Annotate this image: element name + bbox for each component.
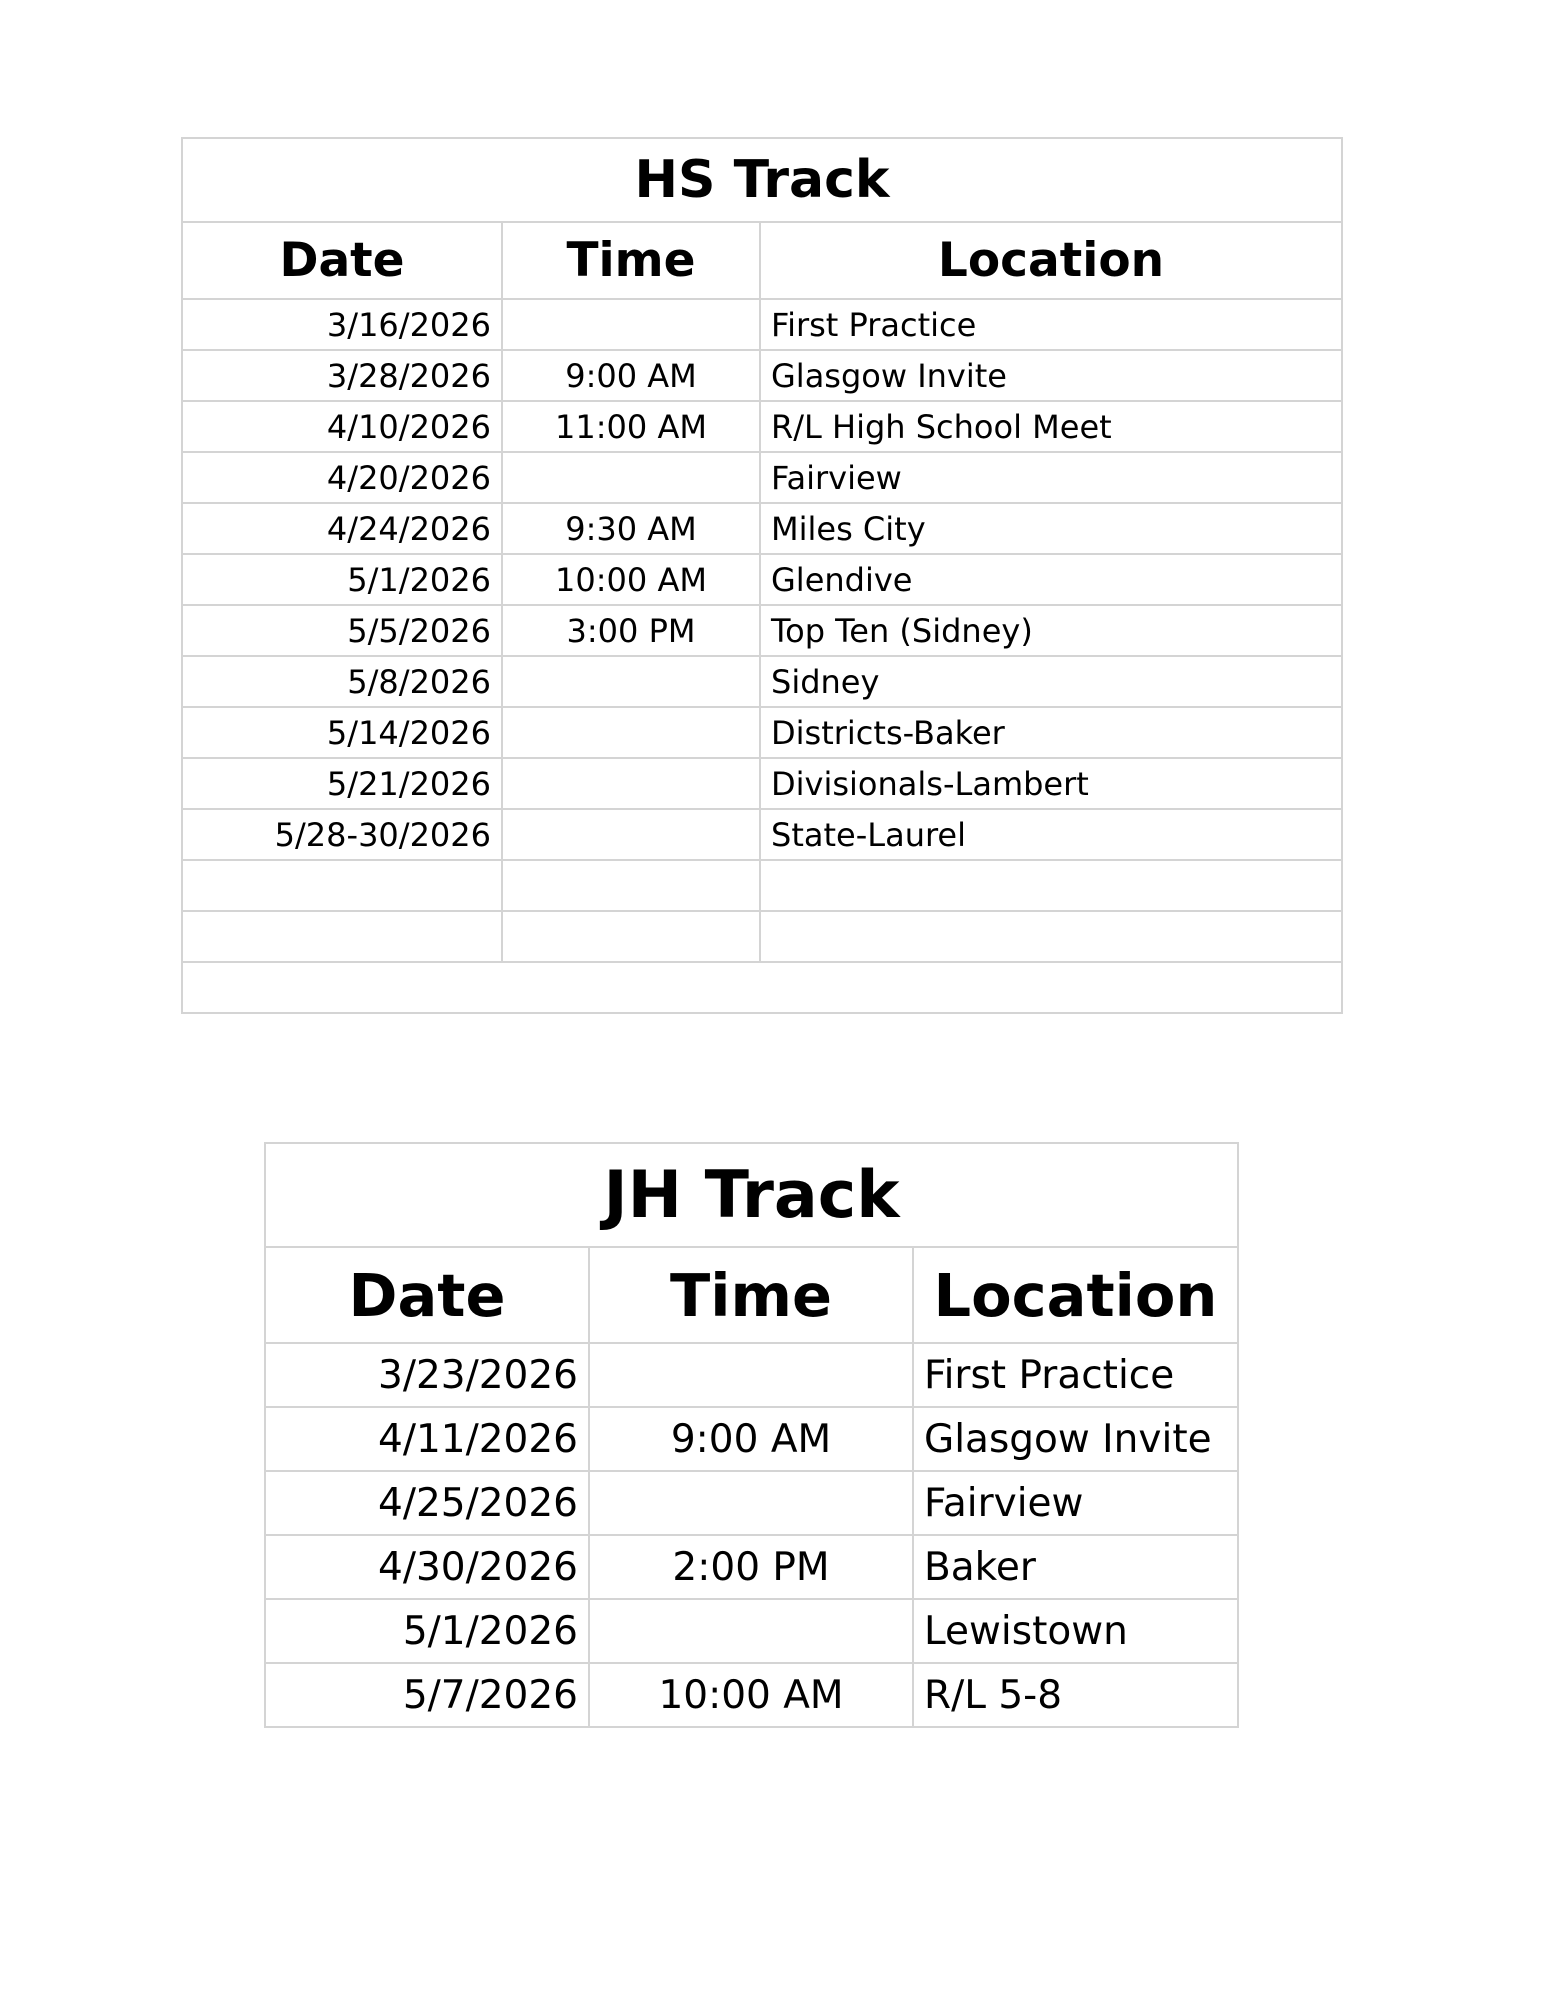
date-cell: 5/5/2026	[182, 605, 502, 656]
location-cell: Top Ten (Sidney)	[760, 605, 1342, 656]
location-cell: Districts-Baker	[760, 707, 1342, 758]
hs-header-location: Location	[760, 222, 1342, 299]
location-cell: State-Laurel	[760, 809, 1342, 860]
time-cell: 10:00 AM	[589, 1663, 913, 1727]
date-cell: 5/21/2026	[182, 758, 502, 809]
date-cell: 5/1/2026	[265, 1599, 589, 1663]
time-cell	[589, 1471, 913, 1535]
table-row	[182, 452, 1342, 503]
table-row	[265, 1535, 1238, 1599]
date-cell: 4/11/2026	[265, 1407, 589, 1471]
location-cell: Baker	[913, 1535, 1238, 1599]
table-row	[182, 656, 1342, 707]
jh-header-location: Location	[913, 1247, 1238, 1343]
empty-cell	[502, 860, 760, 911]
date-cell: 4/10/2026	[182, 401, 502, 452]
jh-header-time: Time	[589, 1247, 913, 1343]
location-cell: First Practice	[913, 1343, 1238, 1407]
table-row	[182, 554, 1342, 605]
time-cell: 3:00 PM	[502, 605, 760, 656]
time-cell: 2:00 PM	[589, 1535, 913, 1599]
date-cell: 4/30/2026	[265, 1535, 589, 1599]
date-cell: 5/1/2026	[182, 554, 502, 605]
empty-row	[182, 962, 1342, 1013]
time-cell	[502, 707, 760, 758]
table-row	[182, 401, 1342, 452]
time-cell	[502, 809, 760, 860]
table-row	[265, 1471, 1238, 1535]
date-cell: 3/23/2026	[265, 1343, 589, 1407]
table-row	[182, 299, 1342, 350]
hs-table-title: HS Track	[182, 138, 1342, 222]
time-cell	[502, 656, 760, 707]
date-cell: 5/8/2026	[182, 656, 502, 707]
empty-row	[182, 860, 1342, 911]
location-cell: Glasgow Invite	[913, 1407, 1238, 1471]
time-cell	[502, 758, 760, 809]
empty-cell	[760, 911, 1342, 962]
location-cell: Miles City	[760, 503, 1342, 554]
time-cell	[589, 1599, 913, 1663]
empty-cell	[760, 860, 1342, 911]
date-cell: 4/24/2026	[182, 503, 502, 554]
jh-table-title: JH Track	[265, 1143, 1238, 1247]
date-cell: 5/7/2026	[265, 1663, 589, 1727]
hs-header-time: Time	[502, 222, 760, 299]
time-cell	[589, 1343, 913, 1407]
empty-cell	[182, 962, 1342, 1013]
time-cell: 9:30 AM	[502, 503, 760, 554]
empty-cell	[182, 860, 502, 911]
time-cell: 9:00 AM	[502, 350, 760, 401]
table-row	[182, 707, 1342, 758]
table-row	[265, 1599, 1238, 1663]
hs-track-table	[181, 137, 1343, 1014]
table-row	[182, 605, 1342, 656]
date-cell: 5/14/2026	[182, 707, 502, 758]
time-cell	[502, 452, 760, 503]
table-row	[182, 809, 1342, 860]
empty-row	[182, 911, 1342, 962]
table-row	[182, 758, 1342, 809]
location-cell: First Practice	[760, 299, 1342, 350]
location-cell: Glendive	[760, 554, 1342, 605]
table-row	[265, 1663, 1238, 1727]
table-row	[182, 503, 1342, 554]
location-cell: Fairview	[760, 452, 1342, 503]
table-row	[265, 1407, 1238, 1471]
location-cell: Sidney	[760, 656, 1342, 707]
location-cell: Divisionals-Lambert	[760, 758, 1342, 809]
time-cell: 9:00 AM	[589, 1407, 913, 1471]
date-cell: 4/25/2026	[265, 1471, 589, 1535]
table-row	[265, 1343, 1238, 1407]
date-cell: 4/20/2026	[182, 452, 502, 503]
location-cell: Lewistown	[913, 1599, 1238, 1663]
time-cell: 10:00 AM	[502, 554, 760, 605]
location-cell: R/L High School Meet	[760, 401, 1342, 452]
table-row	[182, 350, 1342, 401]
time-cell: 11:00 AM	[502, 401, 760, 452]
location-cell: Glasgow Invite	[760, 350, 1342, 401]
empty-cell	[502, 911, 760, 962]
jh-header-date: Date	[265, 1247, 589, 1343]
jh-track-table	[264, 1142, 1239, 1728]
hs-header-date: Date	[182, 222, 502, 299]
date-cell: 3/16/2026	[182, 299, 502, 350]
location-cell: Fairview	[913, 1471, 1238, 1535]
empty-cell	[182, 911, 502, 962]
time-cell	[502, 299, 760, 350]
date-cell: 5/28-30/2026	[182, 809, 502, 860]
location-cell: R/L 5-8	[913, 1663, 1238, 1727]
date-cell: 3/28/2026	[182, 350, 502, 401]
